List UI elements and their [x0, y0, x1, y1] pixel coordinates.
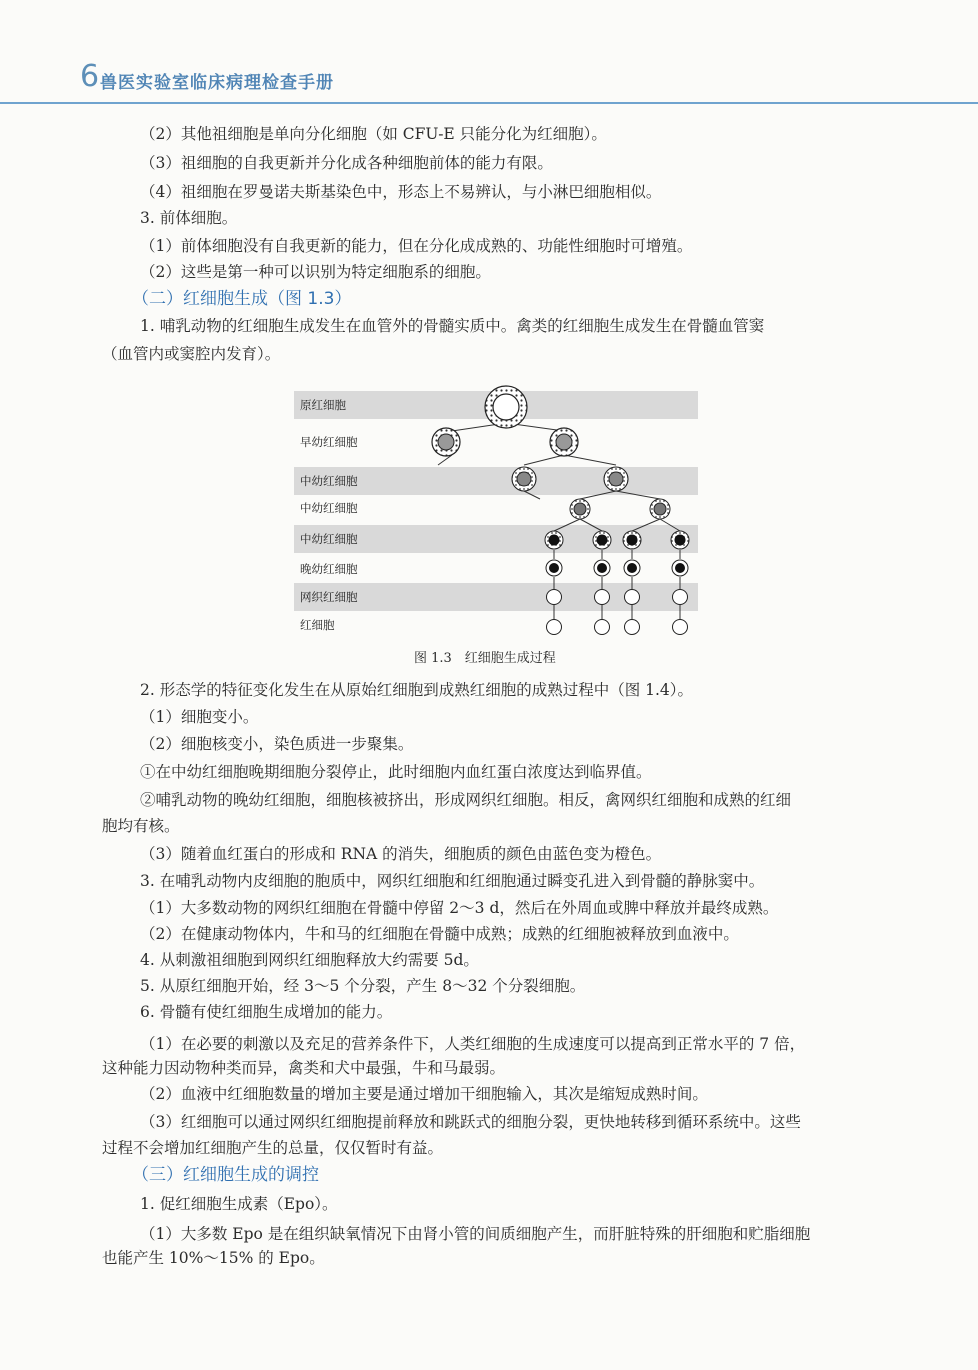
figure-caption: 图 1.3 红细胞生成过程: [414, 651, 556, 666]
row-label: 中幼红细胞: [300, 501, 358, 515]
text-line: （2）其他祖细胞是单向分化细胞（如 CFU-E 只能分化为红细胞）。: [140, 125, 607, 143]
erythropoiesis-figure: [294, 383, 698, 639]
rubricyte-cell: [570, 499, 590, 519]
row-label: 网织红细胞: [300, 590, 358, 604]
text-line: 1. 哺乳动物的红细胞生成发生在血管外的骨髓实质中。禽类的红细胞生成发生在骨髓血管窦: [140, 317, 765, 335]
reticulocyte-cell: [547, 590, 562, 605]
text-line: （4）祖细胞在罗曼诺夫斯基染色中，形态上不易辨认，与小淋巴细胞相似。: [140, 183, 662, 201]
text-line: （3）祖细胞的自我更新并分化成各种细胞前体的能力有限。: [140, 154, 553, 172]
late-rubricyte-cell: [671, 531, 689, 549]
text-line: （3）红细胞可以通过网织红细胞提前释放和跳跃式的细胞分裂，更快地转移到循环系统中。这些: [140, 1113, 801, 1131]
reticulocyte-cell: [625, 590, 640, 605]
row-label: 原红细胞: [300, 398, 346, 412]
text-line: 6. 骨髓有使红细胞生成增加的能力。: [140, 1003, 393, 1021]
text-line: （2）在健康动物体内，牛和马的红细胞在骨髓中成熟；成熟的红细胞被释放到血液中。: [140, 925, 739, 943]
late-rubricyte-cell: [593, 531, 611, 549]
text-line: （2）细胞核变小，染色质进一步聚集。: [140, 735, 414, 753]
text-line: ②哺乳动物的晚幼红细胞，细胞核被挤出，形成网织红细胞。相反，禽网织红细胞和成熟的红细: [140, 791, 792, 809]
metarubricyte-cell: [624, 560, 640, 576]
text-line: 2. 形态学的特征变化发生在从原始红细胞到成熟红细胞的成熟过程中（图 1.4）。: [140, 681, 694, 699]
rubricyte-cell: [512, 467, 536, 491]
text-line: 3. 前体细胞。: [140, 209, 238, 227]
metarubricyte-cell: [594, 560, 610, 576]
book-title: 兽医实验室临床病理检查手册: [100, 73, 334, 93]
row-label: 红细胞: [300, 618, 335, 632]
section-heading-erythropoiesis: （二）红细胞生成（图 1.3）: [132, 289, 352, 309]
erythrocyte-cell: [547, 620, 562, 635]
running-header: [0, 58, 978, 104]
text-line: 1. 促红细胞生成素（Epo）。: [140, 1195, 338, 1213]
text-line: 4. 从刺激祖细胞到网织红细胞释放大约需要 5d。: [140, 951, 479, 969]
row-label: 早幼红细胞: [300, 435, 358, 449]
text-line: （3）随着血红蛋白的形成和 RNA 的消失，细胞质的颜色由蓝色变为橙色。: [140, 845, 662, 863]
cell-lineage-diagram: [294, 383, 698, 639]
text-line: （2）这些是第一种可以识别为特定细胞系的细胞。: [140, 263, 491, 281]
text-line: 也能产生 10%～15% 的 Epo。: [102, 1249, 325, 1267]
row-label: 中幼红细胞: [300, 532, 358, 546]
reticulocyte-cell: [595, 590, 610, 605]
text-line: （血管内或窦腔内发育）。: [102, 345, 281, 363]
prorubricyte-cell: [550, 428, 578, 456]
text-line: 5. 从原红细胞开始，经 3～5 个分裂，产生 8～32 个分裂细胞。: [140, 977, 586, 995]
text-line: （1）细胞变小。: [140, 708, 259, 726]
metarubricyte-cell: [546, 560, 562, 576]
text-line: （1）前体细胞没有自我更新的能力，但在分化成成熟的、功能性细胞时可增殖。: [140, 237, 693, 255]
text-line: （2）血液中红细胞数量的增加主要是通过增加干细胞输入，其次是缩短成熟时间。: [140, 1085, 708, 1103]
section-heading-regulation: （三）红细胞生成的调控: [132, 1165, 319, 1185]
text-line: （1）大多数 Epo 是在组织缺氧情况下由肾小管的间质细胞产生，而肝脏特殊的肝细胞和贮脂细胞: [140, 1225, 811, 1243]
erythrocyte-cell: [673, 620, 688, 635]
text-line: ①在中幼红细胞晚期细胞分裂停止，此时细胞内血红蛋白浓度达到临界值。: [140, 763, 652, 781]
row-label: 中幼红细胞: [300, 474, 358, 488]
page-number: 6: [80, 59, 100, 94]
rubriblast-cell: [485, 386, 527, 428]
text-line: 这种能力因动物种类而异，禽类和犬中最强，牛和马最弱。: [102, 1059, 506, 1077]
rubricyte-cell: [650, 499, 670, 519]
late-rubricyte-cell: [545, 531, 563, 549]
text-line: 过程不会增加红细胞产生的总量，仅仅暂时有益。: [102, 1139, 444, 1157]
text-line: 3. 在哺乳动物内皮细胞的胞质中，网织红细胞和红细胞通过瞬变孔进入到骨髓的静脉窦中。: [140, 872, 765, 890]
text-line: （1）大多数动物的网织红细胞在骨髓中停留 2～3 d，然后在外周血或脾中释放并最终成熟。: [140, 899, 779, 917]
prorubricyte-cell: [432, 428, 460, 456]
late-rubricyte-cell: [623, 531, 641, 549]
metarubricyte-cell: [672, 560, 688, 576]
reticulocyte-cell: [673, 590, 688, 605]
erythrocyte-cell: [625, 620, 640, 635]
text-line: 胞均有核。: [102, 817, 180, 835]
erythrocyte-cell: [595, 620, 610, 635]
text-line: （1）在必要的刺激以及充足的营养条件下，人类红细胞的生成速度可以提高到正常水平的 7 倍，: [140, 1035, 806, 1053]
row-label: 晚幼红细胞: [300, 562, 358, 576]
rubricyte-cell: [604, 467, 628, 491]
